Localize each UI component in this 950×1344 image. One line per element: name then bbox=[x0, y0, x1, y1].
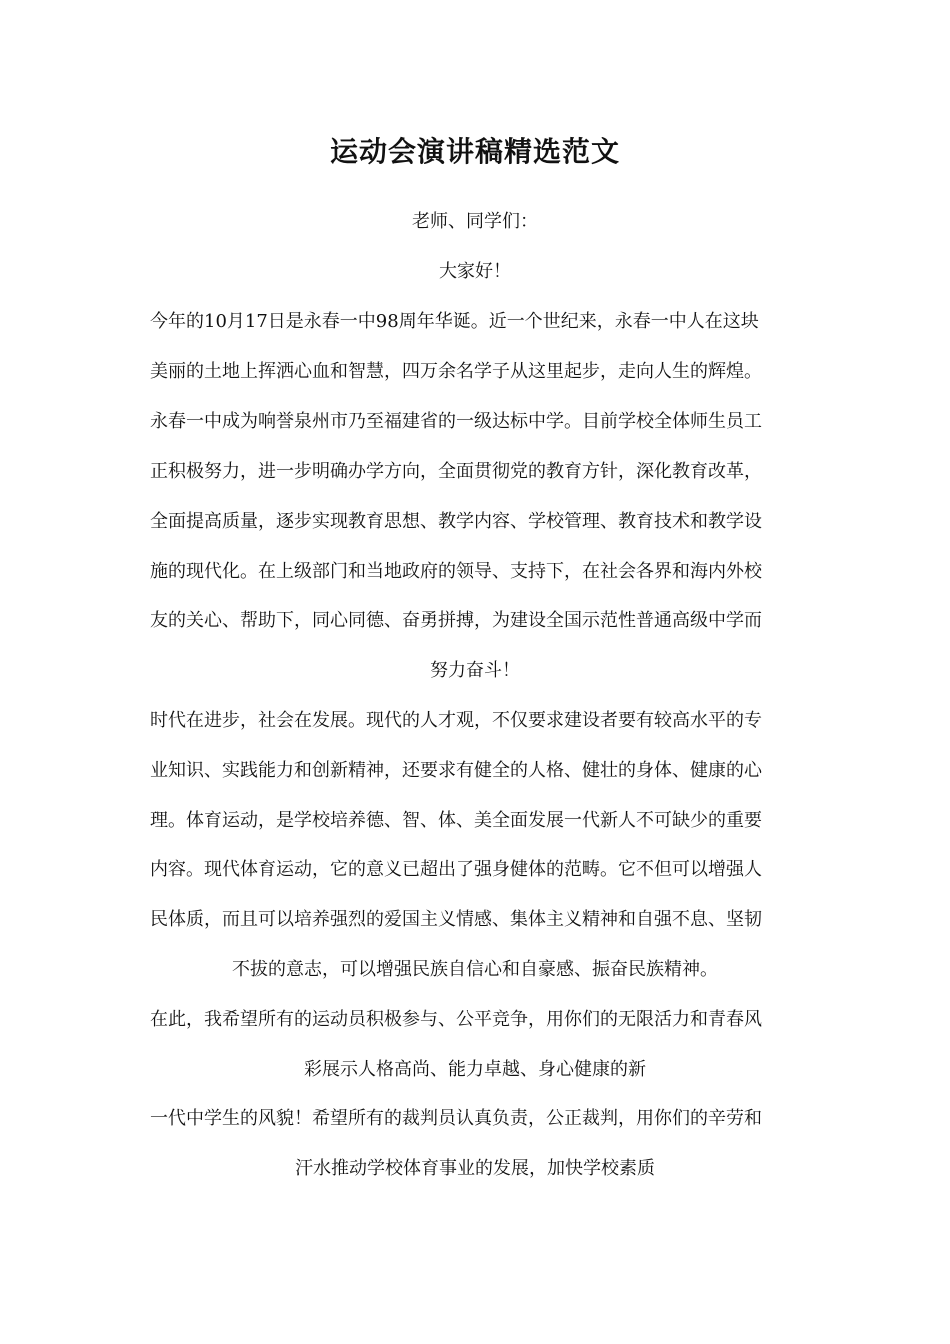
salutation-line: 大家好！ bbox=[439, 261, 511, 282]
paragraph-1-line-3: 永春一中成为响誉泉州市乃至福建省的一级达标中学。目前学校全体师生员工 bbox=[150, 411, 762, 432]
paragraph-2-line-4: 内容。现代体育运动，它的意义已超出了强身健体的范畴。它不但可以增强人 bbox=[150, 859, 762, 880]
greeting-line: 老师、同学们： bbox=[412, 211, 538, 232]
paragraph-1-line-7: 友的关心、帮助下，同心同德、奋勇拼搏，为建设全国示范性普通高级中学而 bbox=[150, 610, 762, 631]
paragraph-2-line-1: 时代在进步，社会在发展。现代的人才观，不仅要求建设者要有较高水平的专 bbox=[150, 710, 762, 731]
paragraph-2-line-3: 理。体育运动，是学校培养德、智、体、美全面发展一代新人不可缺少的重要 bbox=[150, 810, 762, 831]
paragraph-3-line-2: 彩展示人格高尚、能力卓越、身心健康的新 bbox=[304, 1059, 646, 1080]
paragraph-1-line-1: 今年的10月17日是永春一中98周年华诞。近一个世纪来，永春一中人在这块 bbox=[150, 311, 759, 332]
paragraph-1-line-4: 正积极努力，进一步明确办学方向，全面贯彻党的教育方针，深化教育改革， bbox=[150, 461, 762, 482]
paragraph-3-line-3: 一代中学生的风貌！希望所有的裁判员认真负责，公正裁判，用你们的辛劳和 bbox=[150, 1108, 762, 1129]
paragraph-3-line-1: 在此，我希望所有的运动员积极参与、公平竞争，用你们的无限活力和青春风 bbox=[150, 1009, 762, 1030]
paragraph-1-line-8: 努力奋斗！ bbox=[430, 660, 520, 681]
paragraph-2-line-6: 不拔的意志，可以增强民族自信心和自豪感、振奋民族精神。 bbox=[232, 959, 718, 980]
paragraph-3-line-4: 汗水推动学校体育事业的发展，加快学校素质 bbox=[295, 1158, 655, 1179]
paragraph-2-line-5: 民体质，而且可以培养强烈的爱国主义情感、集体主义精神和自强不息、坚韧 bbox=[150, 909, 762, 930]
document-title: 运动会演讲稿精选范文 bbox=[329, 135, 620, 168]
paragraph-1-line-5: 全面提高质量，逐步实现教育思想、教学内容、学校管理、教育技术和教学设 bbox=[150, 511, 762, 532]
paragraph-1-line-6: 施的现代化。在上级部门和当地政府的领导、支持下，在社会各界和海内外校 bbox=[150, 561, 762, 582]
paragraph-1-line-2: 美丽的土地上挥洒心血和智慧，四万余名学子从这里起步，走向人生的辉煌。 bbox=[150, 361, 762, 382]
paragraph-2-line-2: 业知识、实践能力和创新精神，还要求有健全的人格、健壮的身体、健康的心 bbox=[150, 760, 762, 781]
